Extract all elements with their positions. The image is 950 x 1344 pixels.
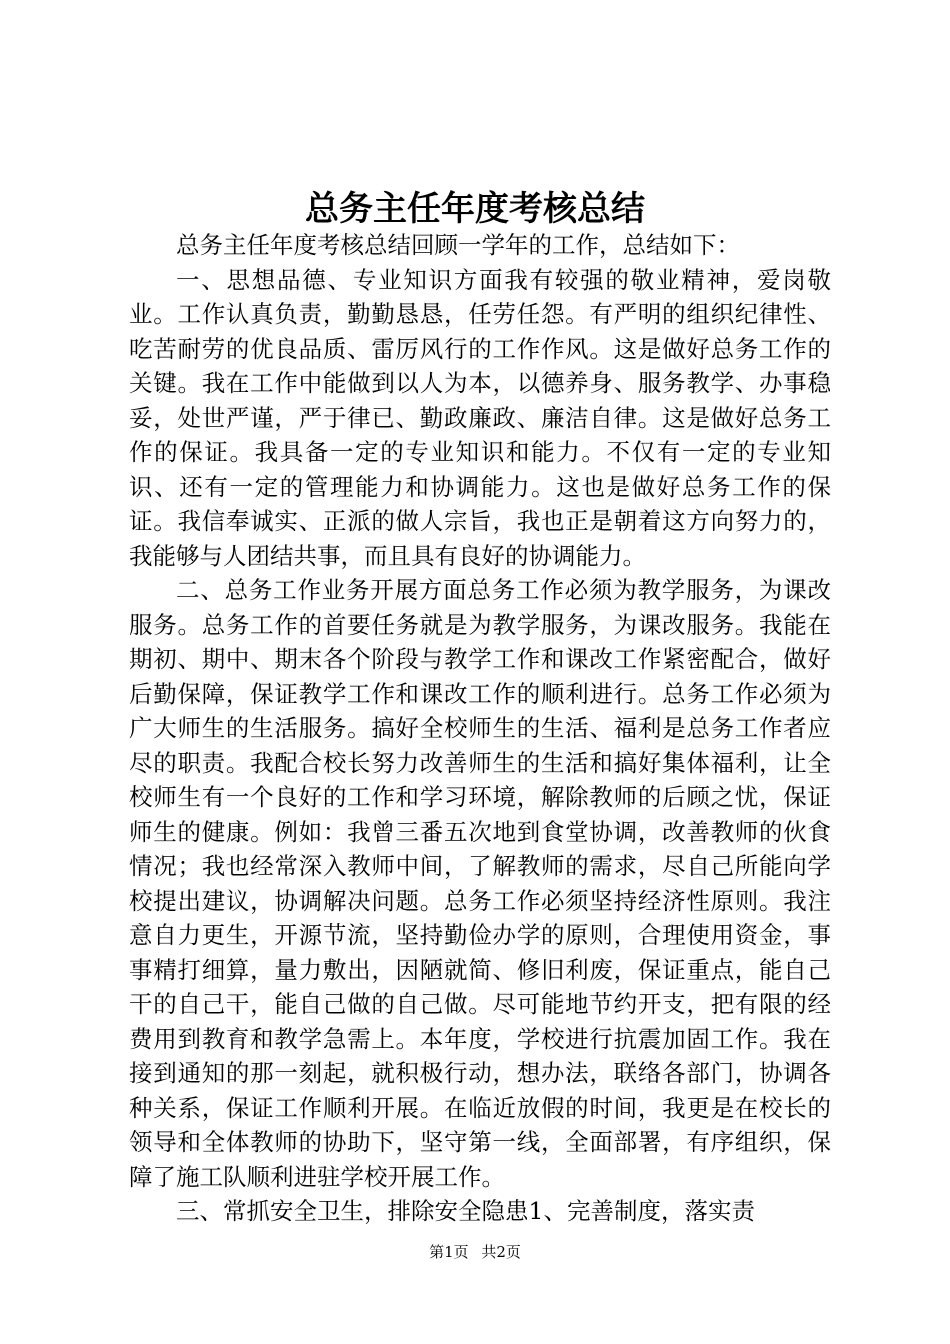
paragraph-intro: 总务主任年度考核总结回顾一学年的工作，总结如下： xyxy=(176,231,740,259)
document-title: 总务主任年度考核总结 xyxy=(305,189,645,229)
paragraph-section-3: 三、常抓安全卫生，排除安全隐患1、完善制度，落实责 xyxy=(176,1197,755,1225)
page-number-current: 第1页 xyxy=(429,1243,469,1261)
page-number-total: 共2页 xyxy=(481,1243,521,1261)
paragraph-section-2: 二、总务工作业务开展方面总务工作必须为教学服务，为课改服务。总务工作的首要任务就是为教学服务，为课改服务。我能在期初、期中、期末各个阶段与教学工作和课改工作紧密配合，做好后勤保障，保证教学工作和课改工作的顺利进行。总务工作必须为广大师生的生活服务。搞好全校师生的生活、福利是总务工作者应尽的职责。我配合校长努力改善师生的生活和搞好集体福利，让全校师生有一个良好的工作和学习环境，解除教师的后顾之忧，保证师生的健康。例如：我曾三番五次地到食堂协调，改善教师的伙食情况；我也经常深入教师中间，了解教师的需求，尽自己所能向学校提出建议，协调解决问题。总务工作必须坚持经济性原则。我注意自力更生，开源节流，坚持勤俭办学的原则，合理使用资金，事事精打细算，量力敷出，因陋就简、修旧利废，保证重点，能自己干的自己干，能自己做的自己做。尽可能地节约开支，把有限的经费用到教育和教学急需上。本年度，学校进行抗震加固工作。我在接到通知的那一刻起，就积极行动，想办法，联络各部门，协调各种关系，保证工作顺利开展。在临近放假的时间，我更是在校长的领导和全体教师的协助下，坚守第一线，全面部署，有序组织，保障了施工队顺利进驻学校开展工作。 xyxy=(129,576,831,1191)
paragraph-section-1: 一、思想品德、专业知识方面我有较强的敬业精神，爱岗敬业。工作认真负责，勤勤恳恳，任劳任怨。有严明的组织纪律性、吃苦耐劳的优良品质、雷厉风行的工作作风。这是做好总务工作的关键。我在工作中能做到以人为本，以德养身、服务教学、办事稳妥，处世严谨，严于律已、勤政廉政、廉洁自律。这是做好总务工作的保证。我具备一定的专业知识和能力。不仅有一定的专业知识、还有一定的管理能力和协调能力。这也是做好总务工作的保证。我信奉诚实、正派的做人宗旨，我也正是朝着这方向努力的，我能够与人团结共事，而且具有良好的协调能力。 xyxy=(129,265,831,570)
document-body xyxy=(129,228,831,1229)
page-footer xyxy=(0,1242,950,1262)
